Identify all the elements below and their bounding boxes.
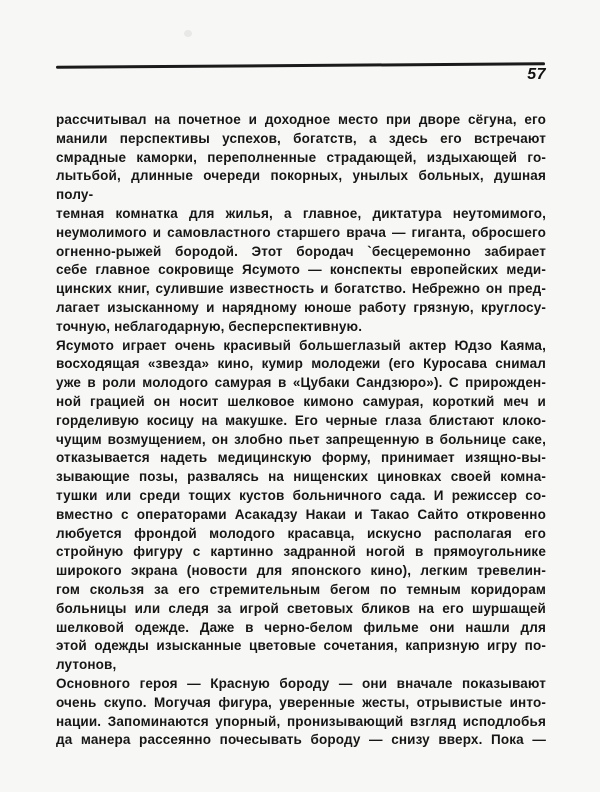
text-line: зывающие позы, развалясь на нищенских циновках своей комна- [56, 469, 546, 485]
text-line: лагает изысканному и нарядному юноше работу грязную, круглосу- [56, 299, 546, 315]
text-line: темная комнатка для жилья, а главное, диктатура неутомимого, [56, 205, 546, 221]
text-line: чущим возмущением, он злобно пьет запрещенную в больнице саке, [56, 431, 546, 447]
text-line: шелковой одежде. Даже в черно-белом фильме они нашли для [56, 619, 546, 635]
text-line: широкого экрана (новости для японского кино), легким тревелин- [56, 563, 546, 579]
text-line: огненно-рыжей бородой. Этот бородач `бесцеремонно забирает [56, 243, 546, 259]
text-line: вместно с операторами Асакадзу Накаи и Такао Сайто откровенно [56, 506, 546, 522]
paragraph [56, 675, 546, 750]
body-text [56, 111, 546, 750]
text-line: уже в роли молодого самурая в «Цубаки Сандзюро»). С прирожден- [56, 375, 546, 391]
paragraph [56, 111, 546, 337]
text-line: Ясумото играет очень красивый большеглазый актер Юдзо Каяма, [56, 337, 546, 353]
text-line: лутонов, [56, 657, 117, 673]
header-rule [56, 62, 545, 68]
text-line: этой одежды изысканные цветовые сочетания, капризную игру по- [56, 638, 546, 654]
text-line: восходящая «звезда» кино, кумир молодежи (его Куросава снимал [56, 356, 546, 372]
text-line: Основного героя — Красную бороду — они вначале показывают [56, 675, 546, 691]
text-line: манили перспективы успехов, богатств, а здесь его встречают [56, 130, 546, 146]
text-line: любуется фрондой молодого красавца, искусно располагая его [56, 525, 546, 541]
text-line: гом скользя за его стремительным бегом по темным коридорам [56, 581, 546, 597]
text-line: больницы или следя за игрой световых бликов на его шуршащей [56, 600, 546, 616]
text-line: тушки или среди тощих кустов больничного сада. И режиссер со- [56, 487, 546, 503]
text-line: себе главное сокровище Ясумото — конспекты европейских меди- [56, 262, 546, 278]
scan-smudge [184, 30, 192, 37]
text-line: цинских книг, сулившие известность и богатство. Небрежно он пред- [56, 281, 546, 297]
text-line: горделивую косицу на макушке. Его черные глаза блистают клоко- [56, 412, 546, 428]
text-line: рассчитывал на почетное и доходное место при дворе сёгуна, его [56, 112, 546, 127]
text-line: отказывается надеть медицинскую форму, принимает изящно-вы- [56, 450, 546, 466]
text-line: стройную фигуру с картинно задранной ногой в прямоугольнике [56, 544, 546, 560]
text-line: смрадные каморки, переполненные страдающей, издыхающей го- [56, 149, 546, 165]
text-line: очень скупо. Могучая фигура, уверенные жесты, отрывистые инто- [56, 694, 546, 710]
text-line: нации. Запоминаются упорный, пронизывающий взгляд исподлобья [56, 713, 546, 729]
text-line: ной грацией он носит шелковое кимоно самурая, короткий меч и [56, 393, 546, 409]
text-line: неумолимого и самовластного старшего врача — гиганта, обросшего [56, 224, 546, 240]
page-number: 57 [527, 66, 546, 83]
text-line: лытьбой, длинные очереди покорных, унылых больных, душная полу- [56, 168, 546, 203]
paragraph [56, 337, 546, 675]
text-line: да манера рассеянно почесывать бороду — снизу вверх. Пока — [56, 732, 546, 748]
text-line: точную, неблагодарную, бесперспективную. [56, 318, 363, 334]
